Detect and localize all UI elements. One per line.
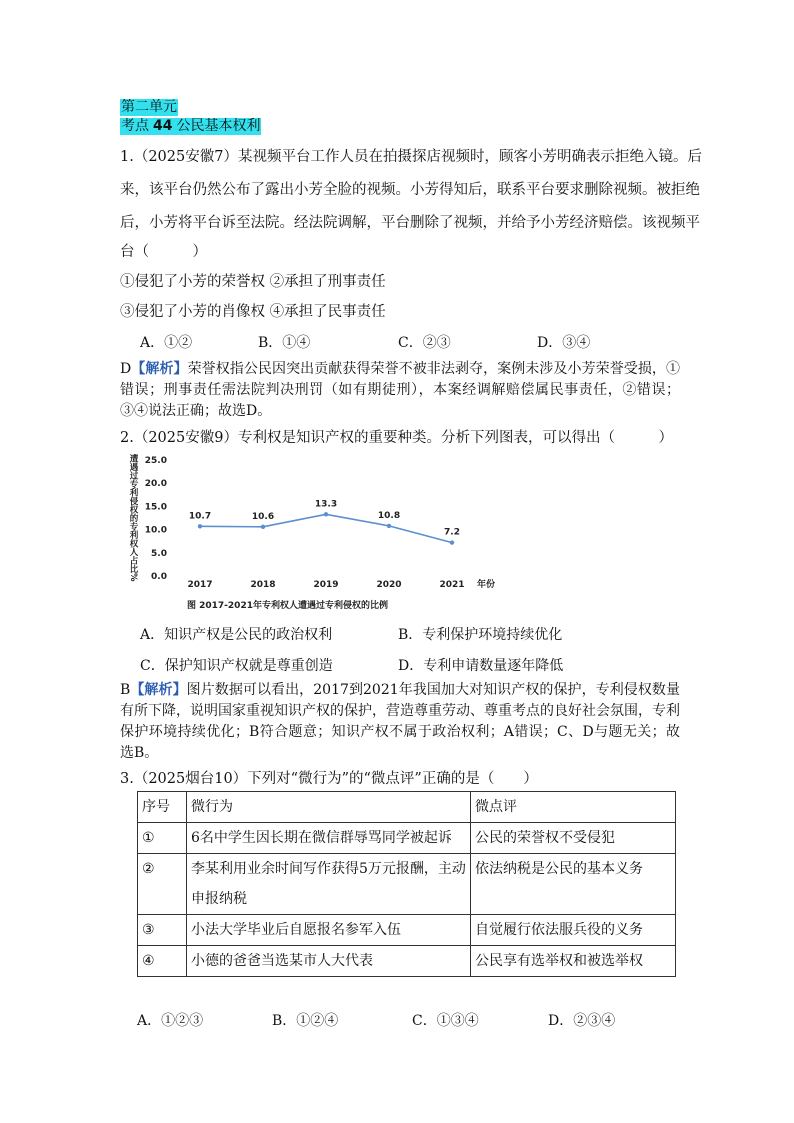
- chart-caption: 图 2017-2021年专利权人遭遇过专利侵权的比例: [187, 601, 388, 611]
- q1-statement-2: ③侵犯了小芳的肖像权 ④承担了民事责任: [120, 304, 386, 320]
- row-behavior-line-1: 李某利用业余时间写作获得5万元报酬，主动: [191, 861, 466, 877]
- row-behavior-line-2: 申报纳税: [191, 891, 247, 907]
- q2-option-b: B．专利保护环境持续优化: [398, 627, 563, 643]
- q3-line: 3.（2025烟台10）下列对“微行为”的“微点评”正确的是（ ）: [120, 771, 538, 787]
- table-header-row: [138, 792, 676, 823]
- table-row: [138, 823, 676, 854]
- data-label: 10.6: [251, 511, 275, 522]
- header-comment: 微点评: [471, 792, 676, 823]
- q1-line-3: 后，小芳将平台诉至法院。经法院调解，平台删除了视频，并给予小芳经济赔偿。该视频平: [120, 215, 700, 231]
- row-comment: 自觉履行依法服兵役的义务: [471, 915, 676, 946]
- row-behavior: 6名中学生因长期在微信群辱骂同学被起诉: [187, 823, 471, 854]
- y-tick-label: 20.0: [144, 479, 167, 490]
- q1-line-2: 来，该平台仍然公布了露出小芳全脸的视频。小芳得知后，联系平台要求删除视频。被拒绝: [120, 182, 700, 198]
- q3-table: [137, 791, 676, 977]
- q1-option-c: C．②③: [398, 335, 451, 351]
- row-behavior: [187, 854, 471, 915]
- row-number: ③: [138, 915, 187, 946]
- row-behavior: 小德的爸爸当选某市人大代表: [187, 946, 471, 977]
- header-number: 序号: [138, 792, 187, 823]
- chart-y-label: 遭遇过专利侵权的专利权人占比%: [128, 454, 138, 582]
- table-row: [138, 915, 676, 946]
- data-point: [261, 525, 265, 529]
- y-tick-label: 5.0: [151, 548, 167, 559]
- data-point: [324, 512, 328, 516]
- q2-analysis-text: 图片数据可以看出，2017到2021年我国加大对知识产权的保护，专利侵权数量有所下降，说明国家重视知识产权的保护，营造尊重劳动、尊重考点的良好社会氛围，专利保护环境持续优化；B符合题意；知识产权不属于政治权利；A错误；C、D与题无关；故选B。: [120, 682, 680, 761]
- y-tick-label: 10.0: [144, 525, 167, 536]
- q2-analysis-tag: 【解析】: [130, 682, 187, 698]
- x-tick-label: 2017: [187, 580, 213, 590]
- q2-option-c: C．保护知识产权就是尊重创造: [140, 658, 333, 674]
- q1-statement-1: ①侵犯了小芳的荣誉权 ②承担了刑事责任: [120, 274, 386, 290]
- row-number: ②: [138, 854, 187, 915]
- x-tick-label: 2020: [376, 580, 402, 590]
- q3-option-c: C．①③④: [412, 1013, 479, 1029]
- table-row: [138, 946, 676, 977]
- row-comment: 依法纳税是公民的基本义务: [471, 854, 676, 915]
- x-tick-label: 2018: [250, 580, 276, 590]
- q1-option-b: B．①④: [258, 335, 311, 351]
- q1-line-1: 1.（2025安徽7）某视频平台工作人员在拍摄探店视频时，顾客小芳明确表示拒绝入镜。后: [120, 149, 702, 165]
- row-number: ①: [138, 823, 187, 854]
- topic-number: 44: [153, 118, 173, 134]
- data-label: 7.2: [444, 527, 460, 538]
- x-tick-label: 2019: [313, 580, 339, 590]
- topic-label: 考点: [121, 118, 149, 134]
- data-point: [198, 524, 202, 528]
- q1-answer: D: [120, 361, 132, 377]
- q1-explanation: [120, 359, 680, 422]
- table-row: [138, 854, 676, 915]
- y-tick-label: 25.0: [144, 456, 167, 466]
- topic-title: 公民基本权利: [176, 118, 261, 134]
- q3-option-d: D．②③④: [548, 1013, 616, 1029]
- y-tick-label: 0.0: [151, 572, 167, 582]
- q3-option-a: A．①②③: [137, 1013, 204, 1029]
- unit-heading: 第二单元: [121, 99, 177, 115]
- q2-line-chart: [125, 448, 525, 618]
- row-comment: 公民享有选举权和被选举权: [471, 946, 676, 977]
- q1-option-a: A．①②: [140, 335, 193, 351]
- data-point: [387, 524, 391, 528]
- q2-line: 2.（2025安徽9）专利权是知识产权的重要种类。分析下列图表，可以得出（ ）: [120, 430, 673, 446]
- data-label: 10.7: [188, 511, 212, 522]
- q2-option-d: D．专利申请数量逐年降低: [398, 658, 564, 674]
- x-tick-label: 2021: [439, 580, 465, 590]
- row-behavior: 小法大学毕业后自愿报名参军入伍: [187, 915, 471, 946]
- data-label: 13.3: [314, 499, 338, 510]
- data-label: 10.8: [377, 510, 401, 521]
- q2-answer: B: [120, 682, 131, 698]
- y-tick-label: 15.0: [144, 502, 167, 513]
- q1-line-4: 台（ ）: [120, 244, 207, 260]
- q2-option-a: A．知识产权是公民的政治权利: [140, 627, 333, 643]
- row-comment: 公民的荣誉权不受侵犯: [471, 823, 676, 854]
- chart-x-label: 年份: [477, 580, 496, 590]
- topic-heading: [120, 118, 261, 135]
- q1-option-d: D．③④: [537, 335, 591, 351]
- header-behavior: 微行为: [187, 792, 471, 823]
- q2-explanation: [120, 680, 680, 764]
- row-number: ④: [138, 946, 187, 977]
- q3-option-b: B．①②④: [272, 1013, 339, 1029]
- q1-analysis-text: 荣誉权指公民因突出贡献获得荣誉不被非法剥夺，案例未涉及小芳荣誉受损，①错误；刑事责任需法院判决刑罚（如有期徒刑），本案经调解赔偿属民事责任，②错误；③④说法正确；故选D。: [120, 361, 681, 419]
- data-point: [450, 540, 454, 544]
- q1-analysis-tag: 【解析】: [131, 361, 188, 377]
